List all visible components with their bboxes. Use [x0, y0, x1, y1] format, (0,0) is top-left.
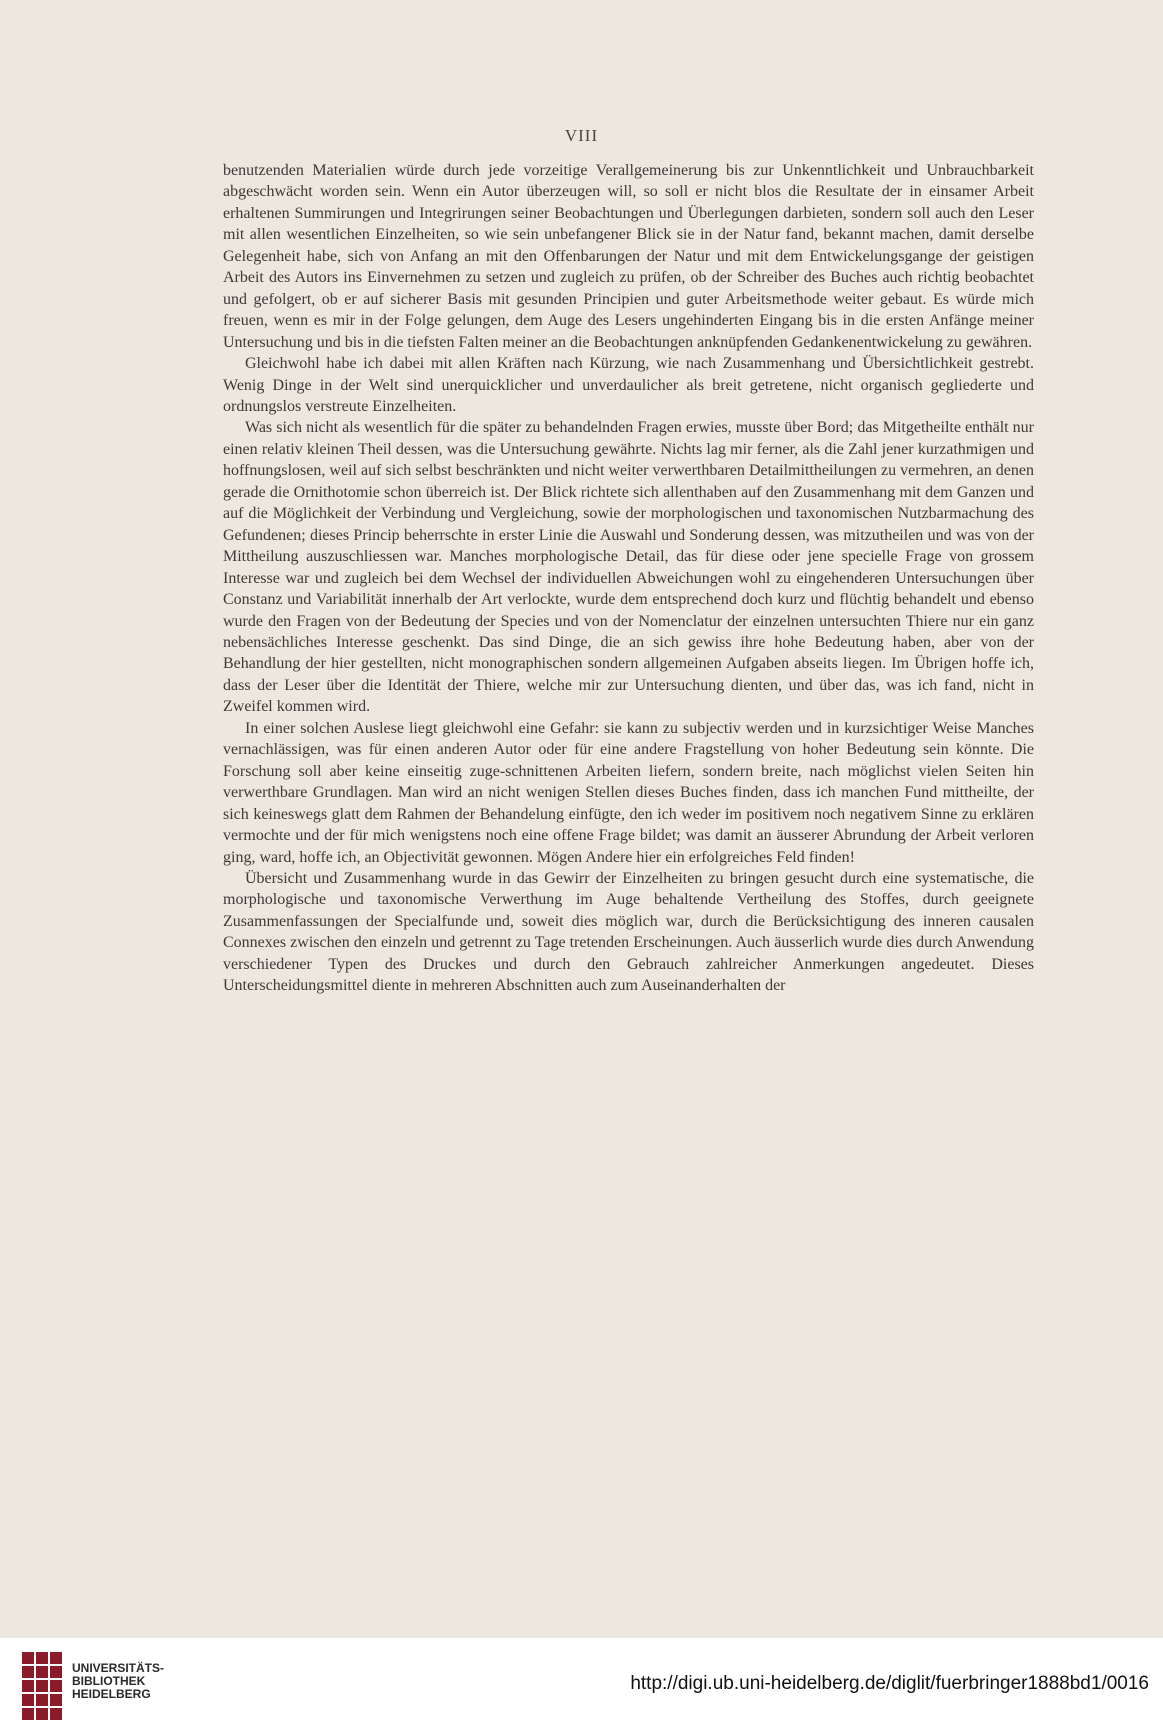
paragraph: Übersicht und Zusammenhang wurde in das Gewirr der Einzelheiten zu bringen gesucht durch eine systematische, die morphologische und taxonomische Verwerthung im Auge behaltende Vertheilung des Stoffes, durch geeignete Zusammenfassungen der Specialfunde und, soweit dies möglich war, durch die Berücksichtigung des inneren causalen Connexes zwischen den einzeln und getrennt zu Tage tretenden Erscheinungen. Auch äusserlich wurde dies durch Anwendung verschiedener Typen des Druckes und durch den Gebrauch zahlreicher Anmerkungen angedeutet. Dieses Unterscheidungsmittel diente in mehreren Abschnitten auch zum Auseinanderhalten der: [223, 869, 1034, 995]
university-library-logo-icon: [20, 1646, 64, 1726]
footer-bar: [0, 1638, 1163, 1736]
body-text: [223, 160, 1034, 997]
paragraph: Was sich nicht als wesentlich für die später zu behandelnden Fragen erwies, musste über Bord; das Mitgetheilte enthält nur einen relativ kleinen Theil dessen, was die Untersuchung gewährte. Nichts lag mir ferner, als die Zahl jener kurzathmigen und hoffnungslosen, weil auf sich selbst beschränkten und nicht weiter verwerthbaren Detailmittheilungen zu vermehren, an denen gerade die Ornithotomie schon überreich ist. Der Blick richtete sich allenthaben auf den Zusammenhang mit dem Ganzen und auf die Möglichkeit der Verbindung und Vergleichung, sowie der morphologischen und taxonomischen Nutzbarmachung des Gefundenen; dieses Princip beherrschte in erster Linie die Auswahl und Sonderung dessen, was mitzutheilen und was von der Mittheilung auszuschliessen war. Manches morphologische Detail, das für diese oder jene specielle Frage von grossem Interesse war und zugleich bei dem Wechsel der individuellen Abweichungen wohl zu eingehenderen Untersuchungen über Constanz und Variabilität innerhalb der Art verlockte, wurde dem entsprechend doch kurz und flüchtig behandelt und ebenso wurde den Fragen von der Bedeutung der Species und von der Nomenclatur der einzelnen untersuchten Thiere nur ein ganz nebensächliches Interesse geschenkt. Das sind Dinge, die an sich gewiss ihre hohe Bedeutung haben, aber von der Behandlung der hier gestellten, nicht monographischen sondern allgemeinen Aufgaben abseits liegen. Im Übrigen hoffe ich, dass der Leser über die Identität der Thiere, welche mir zur Untersuchung dienten, und über das, was ich fand, nicht in Zweifel kommen wird.: [223, 419, 1034, 716]
page-number: VIII: [564, 126, 599, 145]
library-name-line: BIBLIOTHEK: [72, 1674, 146, 1688]
library-name-line: HEIDELBERG: [72, 1687, 151, 1701]
paragraph: In einer solchen Auslese liegt gleichwohl eine Gefahr: sie kann zu subjectiv werden und in kurzsichtiger Weise Manches vernachlässigen, was für einen anderen Autor oder für eine andere Fragstellung von hoher Bedeutung sein könnte. Die Forschung soll aber keine einseitig zuge-schnittenen Arbeiten liefern, sondern breite, nach möglichst vielen Seiten hin verwerthbare Grundlagen. Man wird an nicht wenigen Stellen dieses Buches finden, dass ich manchen Fund mittheilte, der sich keineswegs glatt dem Rahmen der Behandelung einfügte, den ich weder im positivem noch negativem Sinne zu erklären vermochte und der für mich wenigstens noch eine offene Frage bildet; was damit an äusserer Abrundung der Arbeit verloren ging, ward, hoffe ich, an Objectivität gewonnen. Mögen Andere hier ein erfolgreiches Feld finden!: [223, 719, 1034, 866]
library-name-line: UNIVERSITÄTS-: [72, 1661, 165, 1675]
library-name: [72, 1662, 164, 1701]
paragraph: benutzenden Materialien würde durch jede vorzeitige Verallgemeinerung bis zur Unkenntlichkeit und Unbrauchbarkeit abgeschwächt worden sein. Wenn ein Autor überzeugen will, so soll er nicht blos die Resultate der in einsamer Arbeit erhaltenen Summirungen und Integrirungen seiner Beobachtungen und Überlegungen darbieten, sondern soll auch den Leser mit allen wesentlichen Einzelheiten, so wie sein unbefangener Blick sie in der Natur fand, bekannt machen, damit derselbe Gelegenheit habe, sich von Anfang an mit den Offenbarungen der Natur und mit dem Entwickelungsgange der geistigen Arbeit des Autors ins Einvernehmen zu setzen und zugleich zu prüfen, ob der Schreiber des Buches auch richtig beobachtet und gefolgert, ob er auf sicherer Basis mit gesunden Principien und guter Arbeitsmethode weiter gebaut. Es würde mich freuen, wenn es mir in der Folge gelungen, dem Auge des Lesers ungehinderten Eingang bis in die ersten Anfänge meiner Untersuchung und bis in die tiefsten Falten meiner an die Beobachtungen anknüpfenden Gedankenentwickelung zu gewähren.: [223, 162, 1034, 351]
source-url[interactable]: http://digi.ub.uni-heidelberg.de/diglit/fuerbringer1888bd1/0016: [630, 1673, 1149, 1694]
paragraph: Gleichwohl habe ich dabei mit allen Kräften nach Kürzung, wie nach Zusammenhang und Übersichtlichkeit gestrebt. Wenig Dinge in der Welt sind unerquicklicher und unverdaulicher als breit getretene, nicht organisch gegliederte und ordnungslos verstreute Einzelheiten.: [223, 355, 1034, 415]
